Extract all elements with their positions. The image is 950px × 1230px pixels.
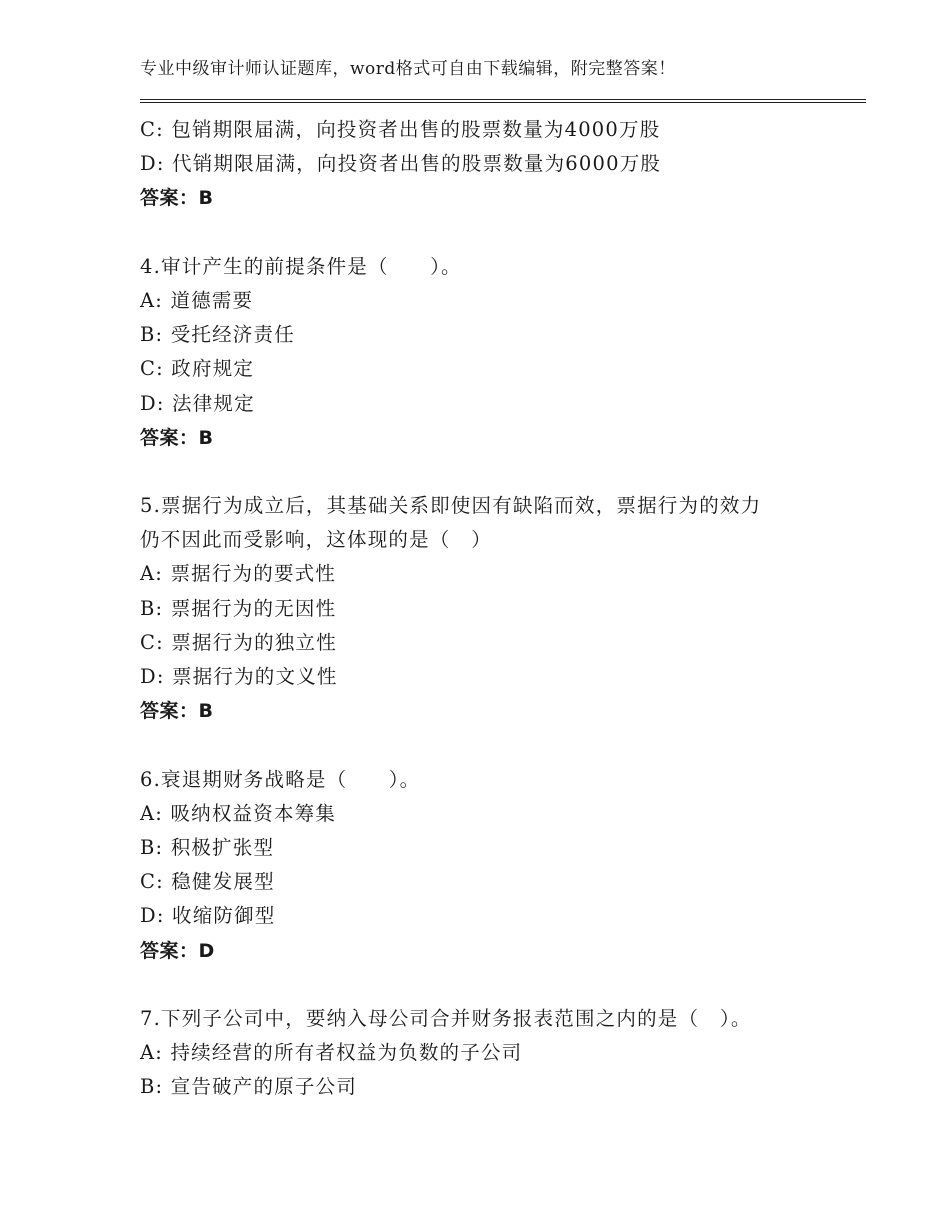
option-d: D: 代销期限届满，向投资者出售的股票数量为6000万股 bbox=[140, 152, 662, 176]
question-5 bbox=[140, 489, 820, 728]
option-d: D: 收缩防御型 bbox=[140, 904, 276, 928]
question-3-tail bbox=[140, 113, 820, 216]
option-a: A: 票据行为的要式性 bbox=[140, 562, 337, 586]
question-4 bbox=[140, 250, 820, 455]
answer: 答案：B bbox=[140, 187, 214, 210]
option-a: A: 吸纳权益资本筹集 bbox=[140, 801, 337, 825]
option-b: B: 受托经济责任 bbox=[140, 323, 295, 347]
spacer bbox=[140, 216, 820, 250]
answer: 答案：D bbox=[140, 939, 215, 962]
spacer bbox=[140, 455, 820, 489]
question-stem: 4.审计产生的前提条件是（ ）。 bbox=[140, 254, 462, 278]
spacer bbox=[140, 968, 820, 1002]
option-b: B: 票据行为的无因性 bbox=[140, 596, 337, 620]
question-stem: 5.票据行为成立后，其基础关系即使因有缺陷而效，票据行为的效力 bbox=[140, 494, 762, 518]
spacer bbox=[140, 728, 820, 762]
option-c: C: 政府规定 bbox=[140, 357, 255, 381]
page-header: 专业中级审计师认证题库，word格式可自由下载编辑，附完整答案！ bbox=[140, 59, 676, 79]
option-a: A: 持续经营的所有者权益为负数的子公司 bbox=[140, 1041, 523, 1065]
option-a: A: 道德需要 bbox=[140, 288, 254, 312]
header-divider-top bbox=[140, 99, 866, 100]
answer: 答案：B bbox=[140, 700, 214, 723]
option-d: D: 法律规定 bbox=[140, 391, 255, 415]
answer: 答案：B bbox=[140, 426, 214, 449]
option-b: B: 宣告破产的原子公司 bbox=[140, 1075, 357, 1099]
option-c: C: 稳健发展型 bbox=[140, 870, 275, 894]
question-stem: 7.下列子公司中，要纳入母公司合并财务报表范围之内的是（ ）。 bbox=[140, 1006, 752, 1030]
option-b: B: 积极扩张型 bbox=[140, 835, 275, 859]
question-stem-continued: 仍不因此而受影响，这体现的是（ ） bbox=[140, 528, 492, 552]
option-d: D: 票据行为的文义性 bbox=[140, 665, 338, 688]
option-c: C: 票据行为的独立性 bbox=[140, 630, 337, 654]
question-6 bbox=[140, 763, 820, 968]
question-list bbox=[140, 113, 820, 1104]
question-7 bbox=[140, 1002, 820, 1105]
option-c: C: 包销期限届满，向投资者出售的股票数量为4000万股 bbox=[140, 118, 661, 141]
header-divider-bottom bbox=[140, 102, 866, 103]
question-stem: 6.衰退期财务战略是（ ）。 bbox=[140, 767, 421, 791]
